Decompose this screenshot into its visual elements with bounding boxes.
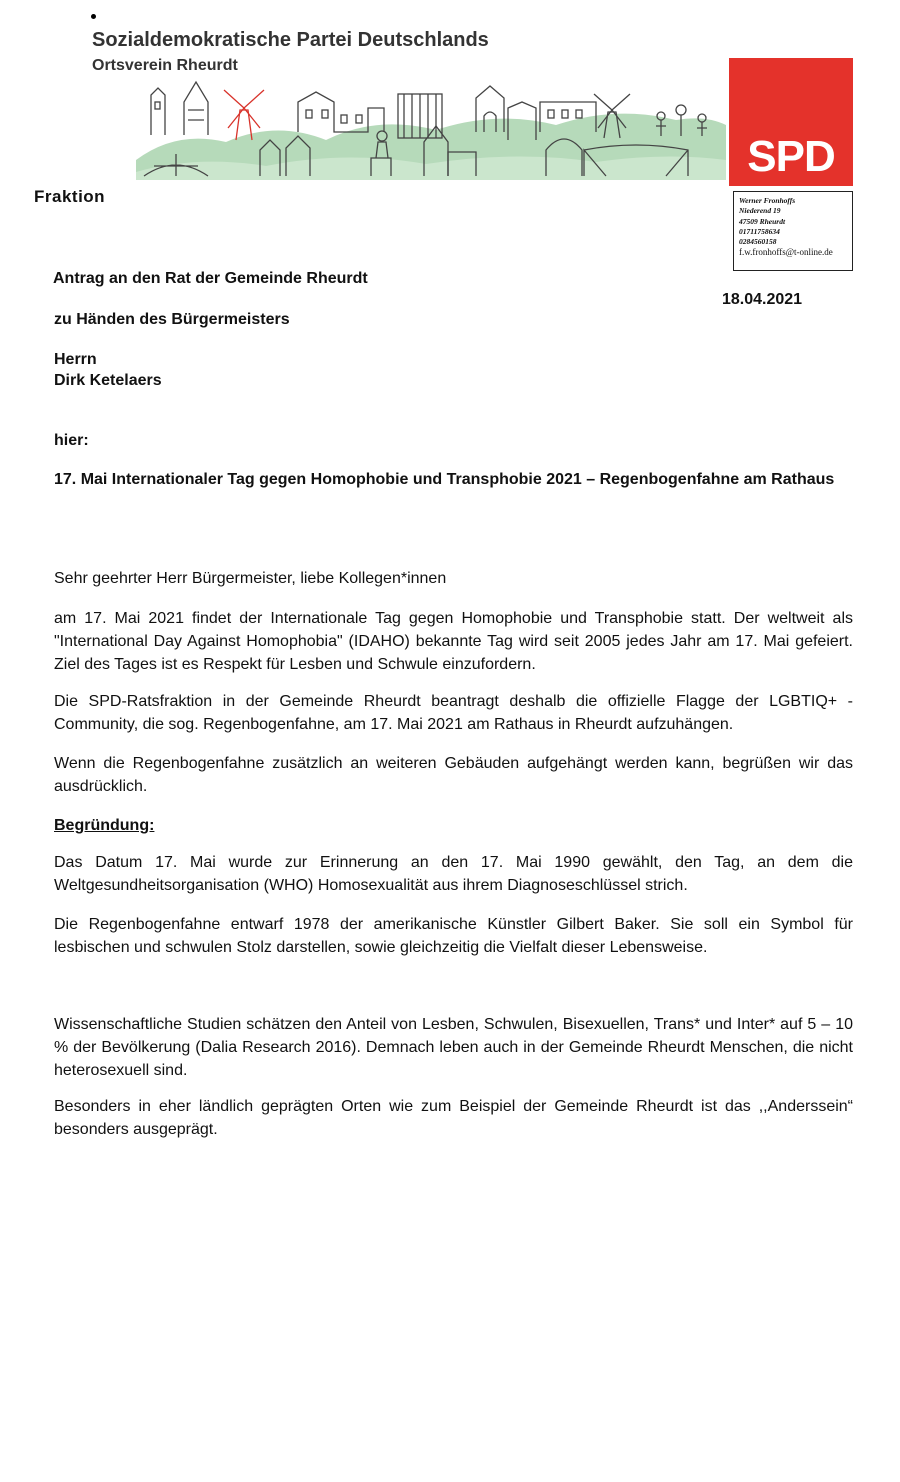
letter-date: 18.04.2021	[722, 291, 803, 308]
fraktion-label: Fraktion	[34, 187, 106, 206]
paragraph-3: Wenn die Regenbogenfahne zusätzlich an weiteren Gebäuden aufgehängt werden kann, begrüßen wir das ausdrücklich.	[54, 755, 853, 795]
paragraph-6: Wissenschaftliche Studien schätzen den Anteil von Lesben, Schwulen, Bisexuellen, Trans* und Inter* auf 5 – 10 % der Bevölkerung (Dalia Research 2016). Demnach leben auch in der Gemeinde Rheurdt Menschen, die nicht heterosexuell sind.	[54, 1016, 853, 1079]
recipient-line-3: Herrn	[54, 351, 97, 368]
contact-email: f.w.fronhoffs@t-online.de	[739, 247, 833, 258]
contact-phone: 0284560158	[739, 237, 777, 247]
org-name: Sozialdemokratische Partei Deutschlands	[92, 29, 489, 51]
contact-phone-mobile: 01711758634	[739, 226, 780, 236]
salutation: Sehr geehrter Herr Bürgermeister, liebe Kollegen*innen	[54, 570, 447, 587]
town-skyline-illustration	[136, 80, 726, 186]
recipient-line-1: Antrag an den Rat der Gemeinde Rheurdt	[53, 270, 368, 287]
subject-text: 17. Mai Internationaler Tag gegen Homophobie und Transphobie 2021 – Regenbogenfahne am Rathaus	[54, 471, 835, 488]
contact-name: Werner Fronhoffs	[739, 196, 796, 205]
paragraph-5: Die Regenbogenfahne entwarf 1978 der amerikanische Künstler Gilbert Baker. Sie soll ein Symbol für lesbischen und schwulen Stolz darstellen, sowie gleichzeitig die Vielfalt dieser Lebensweise.	[54, 916, 853, 956]
recipient-line-2: zu Händen des Bürgermeisters	[54, 311, 290, 328]
recipient-line-4: Dirk Ketelaers	[54, 372, 162, 389]
reason-heading: Begründung:	[54, 817, 155, 834]
subject-label: hier:	[54, 432, 89, 449]
spd-logo	[729, 58, 853, 186]
org-subtitle: Ortsverein Rheurdt	[92, 57, 238, 74]
contact-box	[733, 191, 853, 271]
paragraph-7: Besonders in eher ländlich geprägten Orten wie zum Beispiel der Gemeinde Rheurdt ist das ,,Anderssein“ besonders ausgeprägt.	[54, 1098, 853, 1138]
bullet-dot	[91, 14, 96, 19]
paragraph-4: Das Datum 17. Mai wurde zur Erinnerung an den 17. Mai 1990 gewählt, den Tag, an dem die Weltgesundheitsorganisation (WHO) Homosexualität aus ihrem Diagnoseschlüssel strich.	[54, 854, 853, 894]
paragraph-1: am 17. Mai 2021 findet der Internationale Tag gegen Homophobie und Transphobie statt. Der weltweit als "International Day Against Homophobia" (IDAHO) bekannte Tag wird seit 2005 jedes Jahr am 17. Mai gefeiert. Ziel des Tages ist es Respekt für Lesben und Schwule einzufordern.	[54, 610, 853, 673]
contact-street: Niederend 19	[739, 206, 781, 216]
contact-city: 47509 Rheurdt	[739, 216, 786, 226]
paragraph-2: Die SPD-Ratsfraktion in der Gemeinde Rheurdt beantragt deshalb die offizielle Flagge der LGBTIQ+ -Community, die sog. Regenbogenfahne, am 17. Mai 2021 am Rathaus in Rheurdt aufzuhängen.	[54, 693, 853, 733]
spd-logo-text: SPD	[747, 132, 835, 181]
